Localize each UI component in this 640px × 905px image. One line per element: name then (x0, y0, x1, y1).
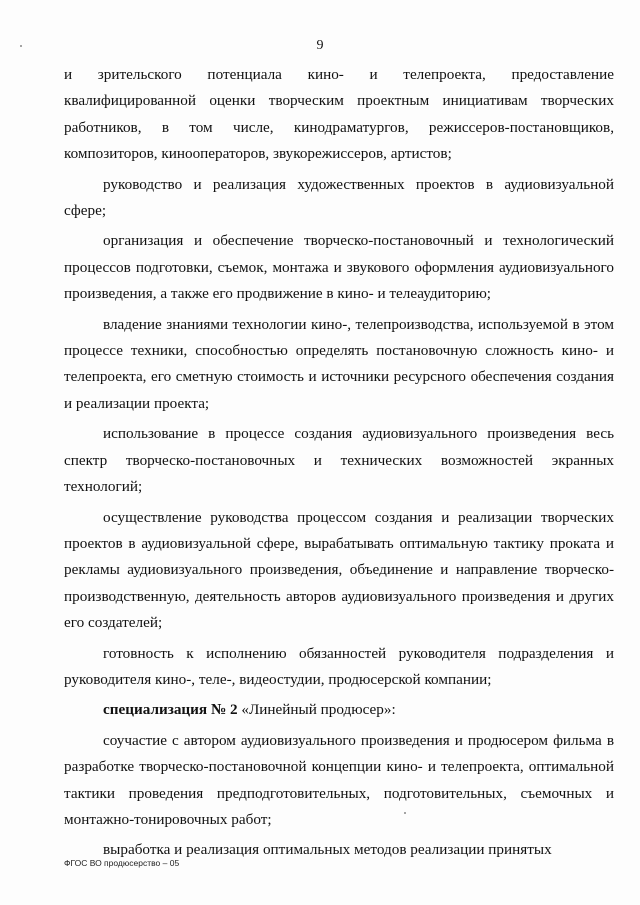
scan-speck (404, 812, 406, 814)
paragraph: и зрительского потенциала кино- и телепроекта, предоставление квалифицированной оценки творческим проектным инициативам творческих работников, в том числе, кинодраматургов, режиссеров-постановщиков, композиторов, кинооператоров, звукорежиссеров, артистов; (64, 66, 614, 163)
paragraph: соучастие с автором аудиовизуального произведения и продюсером фильма в разработке творческо-постановочной концепции кино- и телепроекта, оптимальной тактики проведения предподготовительных, подготовительных, съемочных и монтажно-тонировочных работ; (64, 731, 614, 828)
specialization-title: «Линейный продюсер»: (237, 701, 396, 719)
scan-speck (20, 45, 22, 47)
paragraph: использование в процессе создания аудиовизуального произведения весь спектр творческо-постановочных и технических возможностей экранных технологий; (64, 425, 614, 496)
paragraph: выработка и реализация оптимальных методов реализации принятых (103, 841, 552, 859)
paragraph: осуществление руководства процессом создания и реализации творческих проектов в аудиовизуальной сфере, вырабатывать оптимальную тактику проката и рекламы аудиовизуального произведения, объединение и направление творческо-производственную, деятельность авторов аудиовизуального произведения и других его создателей; (64, 508, 614, 632)
paragraph: владение знаниями технологии кино-, телепроизводства, используемой в этом процессе техники, способностью определять постановочную сложность кино- и телепроекта, его сметную стоимость и источники ресурсного обеспечения создания и реализации проекта; (64, 315, 614, 412)
footer-label: ФГОС ВО продюсерство – 05 (64, 858, 180, 868)
document-body (64, 62, 614, 868)
specialization-label: специализация № 2 (103, 701, 238, 719)
paragraph: организация и обеспечение творческо-постановочный и технологический процессов подготовки, съемок, монтажа и звукового оформления аудиовизуального произведения, а также его продвижение в кино- и телеаудиторию; (64, 232, 614, 303)
paragraph: руководство и реализация художественных проектов в аудиовизуальной сфере; (64, 175, 614, 220)
paragraph: готовность к исполнению обязанностей руководителя подразделения и руководителя кино-, теле-, видеостудии, продюсерской компании; (64, 644, 614, 688)
specialization-heading (64, 697, 614, 723)
page-number: 9 (316, 38, 324, 53)
